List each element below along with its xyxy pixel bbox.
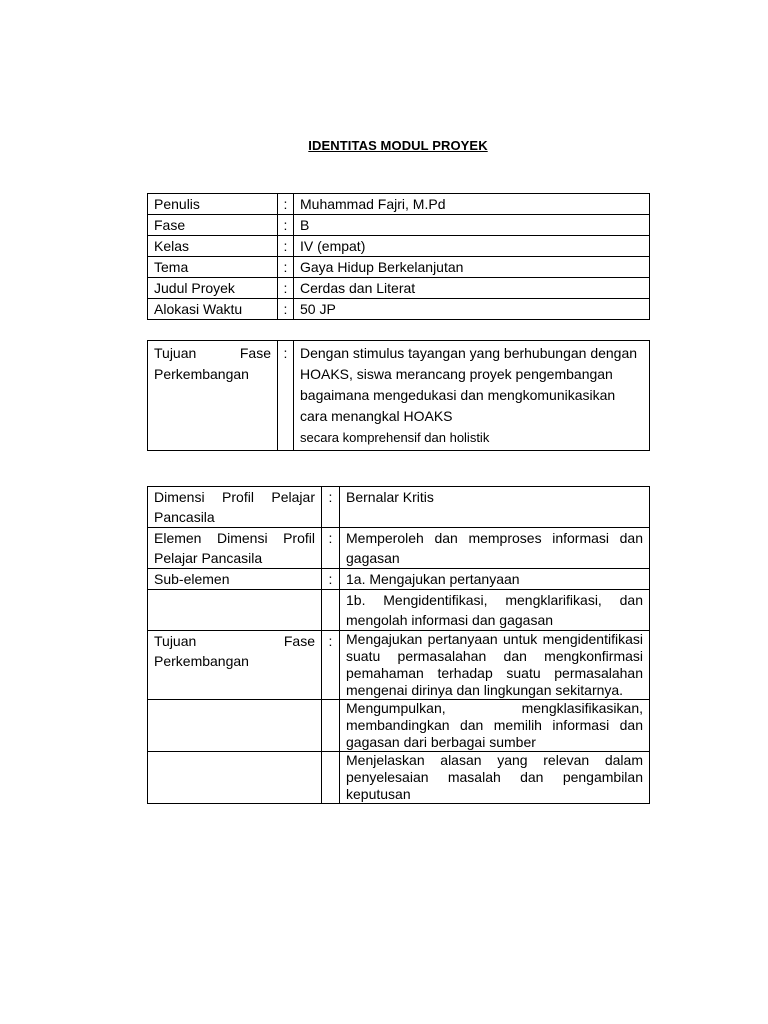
colon-separator: : [278,215,294,236]
subelemen-label: Sub-elemen [148,569,322,590]
colon-separator: : [322,487,340,528]
elemen-label: Elemen Dimensi Profil Pelajar Pancasila [148,528,322,569]
subelemen-value-1: 1a. Mengajukan pertanyaan [340,569,650,590]
identity-table [147,193,650,320]
subelemen-value-2: 1b. Mengidentifikasi, mengklarifikasi, dan mengolah informasi dan gagasan [340,590,650,631]
identity-label: Kelas [148,236,278,257]
identity-row-kelas [148,236,650,257]
tujuan-fase-row [148,631,650,700]
dimensi-table [147,486,650,804]
identity-label: Tema [148,257,278,278]
identity-value: 50 JP [294,299,650,320]
identity-row-fase [148,215,650,236]
identity-value: Muhammad Fajri, M.Pd [294,194,650,215]
dimensi-label: Dimensi Profil Pelajar Pancasila [148,487,322,528]
document-title: IDENTITAS MODUL PROYEK [308,138,488,153]
identity-row-judul-proyek [148,278,650,299]
identity-label: Alokasi Waktu [148,299,278,320]
colon-separator: : [278,236,294,257]
tujuan-fase-value-1: Mengajukan pertanyaan untuk mengidentifikasi suatu permasalahan dan mengkonfirmasi pemahaman terhadap suatu permasalahan mengenai dirinya dan lingkungan sekitarnya. [340,631,650,700]
tujuan-fase-row-2 [148,700,650,752]
identity-value: IV (empat) [294,236,650,257]
dimensi-value: Bernalar Kritis [340,487,650,528]
empty-cell [148,700,322,752]
colon-separator: : [322,631,340,700]
empty-colon-cell [322,752,340,804]
tujuan-fase-label: Tujuan Fase Perkembangan [148,631,322,700]
identity-label: Judul Proyek [148,278,278,299]
dimensi-row [148,487,650,528]
identity-row-tema [148,257,650,278]
subelemen-row [148,569,650,590]
tujuan-label: Tujuan Fase Perkembangan [148,341,278,451]
tujuan-fase-value-2: Mengumpulkan, mengklasifikasikan, membandingkan dan memilih informasi dan gagasan dari berbagai sumber [340,700,650,752]
colon-separator: : [278,341,294,451]
colon-separator: : [278,299,294,320]
identity-value: Cerdas dan Literat [294,278,650,299]
identity-value: B [294,215,650,236]
tujuan-description [294,341,650,451]
empty-colon-cell [322,590,340,631]
identity-row-penulis [148,194,650,215]
colon-separator: : [278,278,294,299]
tujuan-text-last: secara komprehensif dan holistik [300,430,490,445]
tujuan-fase-row-3 [148,752,650,804]
identity-label: Penulis [148,194,278,215]
subelemen-row-2 [148,590,650,631]
tujuan-text: Dengan stimulus tayangan yang berhubungan dengan HOAKS, siswa merancang proyek pengembangan bagaimana mengedukasi dan mengkomunikasikan cara menangkal HOAKS [300,345,638,424]
elemen-value: Memperoleh dan memproses informasi dan gagasan [340,528,650,569]
colon-separator: : [322,569,340,590]
identity-row-alokasi-waktu [148,299,650,320]
identity-label: Fase [148,215,278,236]
identity-value: Gaya Hidup Berkelanjutan [294,257,650,278]
tujuan-fase-value-3: Menjelaskan alasan yang relevan dalam penyelesaian masalah dan pengambilan keputusan [340,752,650,804]
empty-colon-cell [322,700,340,752]
tujuan-table [147,340,650,451]
empty-cell [148,752,322,804]
elemen-row [148,528,650,569]
tujuan-row [148,341,650,451]
colon-separator: : [322,528,340,569]
colon-separator: : [278,257,294,278]
empty-cell [148,590,322,631]
colon-separator: : [278,194,294,215]
